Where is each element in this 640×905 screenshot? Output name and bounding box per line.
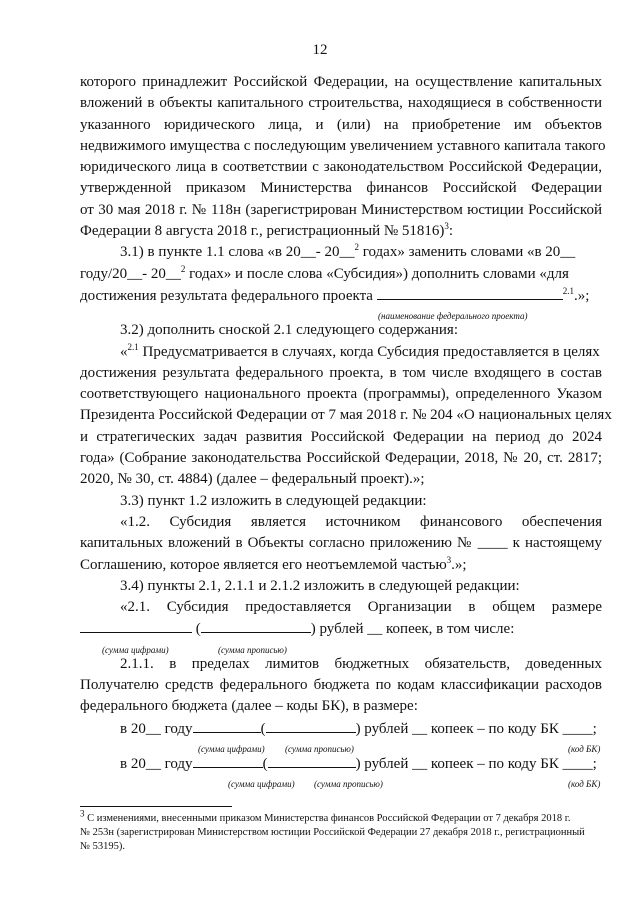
text-line: которого принадлежит Российской Федерации, на осуществление капитальных [80,74,602,90]
text-line: недвижимого имущества с последующим увеличением уставного капитала такого [80,137,606,154]
text-line: капитальных вложений в Объекты согласно приложению № ____ к настоящему [80,535,602,552]
text-line: достижения результата федерального проекта, в том числе входящего в состав [80,364,602,381]
text-line: году/20__- 20__$^2$ годах» и после слова «Субсидия») дополнить словами «для [80,263,569,282]
document-body [80,72,612,790]
text-line: «2.1. Субсидия предоставляется Организации в общем размере [120,599,602,616]
blank-sum-digits [80,618,192,633]
field-hint: (сумма цифрами) (сумма прописью) (код БК) [198,743,601,754]
text-line: Соглашению, которое является его неотъемлемой частью$^3$.»; [80,554,467,573]
text-line: Федерации 8 августа 2018 г., регистрационный № 51816)$^3$: [80,221,454,240]
footnote-line: $^3$ С изменениями, внесенными приказом Министерства финансов Российской Федерации от 7 декабря 2018 г. [80,808,571,824]
text-line: Президента Российской Федерации от 7 мая 2018 г. № 204 «О национальных целях [80,407,612,424]
year-row: в 20__ году ( ) рублей __ копеек – по коду БК ____; [80,718,602,739]
page-number: 12 [312,42,328,58]
text-line: юридического лица в соответствии с законодательством Российской Федерации, [80,159,602,176]
text-line: ( ) рублей __ копеек, в том числе: [80,618,602,639]
field-hint: (сумма цифрами) (сумма прописью) [102,644,287,655]
text-line: соответствующего национального проекта (программы), определенного Указом [80,386,602,403]
text-line: Получателю средств федерального бюджета по кодам классификации расходов [80,677,602,694]
text-line: от 30 мая 2018 г. № 118н (зарегистрирован Министерством юстиции Российской [80,201,602,218]
text-line: указанного юридического лица, и (или) на приобретение им объектов [80,116,602,133]
blank-sum-digits [193,718,261,733]
item-3-2: 3.2) дополнить сноской 2.1 следующего содержания: [120,322,458,339]
item-3-4: 3.4) пункты 2.1, 2.1.1 и 2.1.2 изложить в следующей редакции: [120,577,520,594]
text-line: и стратегических задач развития Российской Федерации на период до 2024 [80,428,602,445]
item-2-1-1: 2.1.1. в пределах лимитов бюджетных обязательств, доведенных [120,655,602,672]
text-line: года» (Собрание законодательства Российской Федерации, 2018, № 20, ст. 2817; [80,450,602,467]
field-hint: (наименование федерального проекта) [378,311,528,322]
text-line: «$^{2.1}$ Предусматривается в случаях, когда Субсидия предоставляется в целях [120,341,600,360]
footnote-ref: 3 [444,221,449,232]
field-hint: (сумма цифрами) (сумма прописью) (код БК) [228,779,601,790]
item-3-1: 3.1) в пункте 1.1 слова «в 20__- 20__$^2$ годах» заменить словами «в 20__ [120,242,576,261]
blank-project-name [377,285,563,300]
text-line: федерального бюджета (далее – коды БК), в размере: [80,698,418,715]
year-row: в 20__ году ( ) рублей __ копеек – по коду БК ____; [80,753,602,774]
text-line: вложений в объекты капитального строительства, находящиеся в собственности [80,95,602,112]
footnote-separator [80,806,232,807]
text-line: «1.2. Субсидия является источником финансового обеспечения [120,513,602,530]
blank-sum-words [266,718,356,733]
footnote-line: № 253н (зарегистрирован Министерством юстиции Российской Федерации 27 декабря 2018 г., регистрационный [80,827,585,838]
footnote-line: № 53195). [80,841,126,852]
text-line: утвержденной приказом Министерства финансов Российской Федерации [80,180,602,197]
blank-sum-words [201,618,311,633]
footnote [80,808,602,854]
text-line: 2020, № 30, ст. 4884) (далее – федеральный проект).»; [80,471,425,488]
text-line: достижения результата федерального проекта $^{2.1}$.»; [80,285,590,304]
item-3-3: 3.3) пункт 1.2 изложить в следующей редакции: [120,492,427,509]
